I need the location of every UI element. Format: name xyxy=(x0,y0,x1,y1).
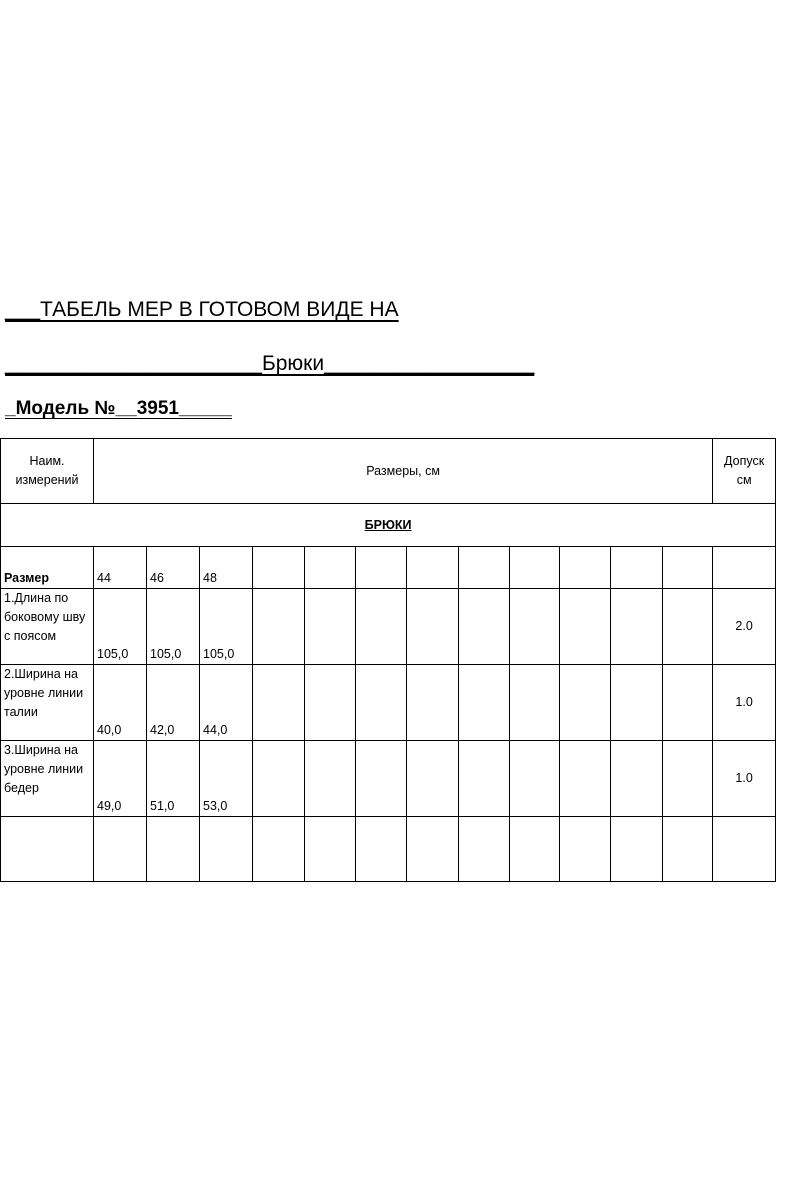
measurement-value xyxy=(459,589,510,665)
measurement-value xyxy=(356,589,407,665)
measurement-value xyxy=(253,741,305,817)
section-title: БРЮКИ xyxy=(1,504,776,547)
tolerance-value: 1.0 xyxy=(713,741,776,817)
empty-cell xyxy=(200,817,253,882)
measurement-value: 44,0 xyxy=(200,665,253,741)
garment-line: ______________________Брюки__________________ xyxy=(5,352,535,375)
measurement-value xyxy=(611,741,663,817)
size-cell xyxy=(253,547,305,589)
empty-row xyxy=(1,817,776,882)
measurement-value xyxy=(611,589,663,665)
measurement-value: 53,0 xyxy=(200,741,253,817)
size-cell xyxy=(305,547,356,589)
measurement-label: 3.Ширина на уровне линии бедер xyxy=(1,741,94,817)
measurement-row xyxy=(1,589,776,665)
size-cell xyxy=(510,547,560,589)
measurement-value xyxy=(305,665,356,741)
size-cell: 48 xyxy=(200,547,253,589)
measurement-value xyxy=(356,741,407,817)
measurement-value: 105,0 xyxy=(147,589,200,665)
size-cell xyxy=(611,547,663,589)
empty-cell xyxy=(356,817,407,882)
measurement-value: 105,0 xyxy=(200,589,253,665)
empty-cell xyxy=(407,817,459,882)
header-tolerance-cell: Допуск см xyxy=(713,439,776,504)
measurement-value xyxy=(510,589,560,665)
measurement-row xyxy=(1,741,776,817)
size-row xyxy=(1,547,776,589)
measurement-value: 105,0 xyxy=(94,589,147,665)
empty-cell xyxy=(94,817,147,882)
measurement-value xyxy=(611,665,663,741)
measurement-value xyxy=(663,665,713,741)
header-name-cell: Наим. измерений xyxy=(1,439,94,504)
measurement-value xyxy=(407,589,459,665)
measurement-value xyxy=(560,589,611,665)
size-cell: 46 xyxy=(147,547,200,589)
measurement-value xyxy=(510,665,560,741)
size-row-tolerance-cell xyxy=(713,547,776,589)
measurement-value xyxy=(407,741,459,817)
empty-cell xyxy=(663,817,713,882)
header-row xyxy=(1,439,776,504)
size-cell xyxy=(356,547,407,589)
measurement-label: 2.Ширина на уровне линии талии xyxy=(1,665,94,741)
measurement-value xyxy=(663,589,713,665)
measurement-value xyxy=(305,589,356,665)
empty-cell xyxy=(713,817,776,882)
size-cell xyxy=(407,547,459,589)
measurement-value: 40,0 xyxy=(94,665,147,741)
empty-cell xyxy=(1,817,94,882)
model-number: _Модель №__3951_____ xyxy=(5,398,232,419)
empty-cell xyxy=(611,817,663,882)
tolerance-value: 2.0 xyxy=(713,589,776,665)
size-row-label: Размер xyxy=(1,547,94,589)
measurement-row xyxy=(1,665,776,741)
measurement-value: 51,0 xyxy=(147,741,200,817)
size-cell: 44 xyxy=(94,547,147,589)
empty-cell xyxy=(510,817,560,882)
measurement-table xyxy=(0,438,776,882)
measurement-value xyxy=(253,665,305,741)
size-cell xyxy=(663,547,713,589)
measurement-value xyxy=(356,665,407,741)
measurement-value: 42,0 xyxy=(147,665,200,741)
section-row xyxy=(1,504,776,547)
empty-cell xyxy=(147,817,200,882)
empty-cell xyxy=(305,817,356,882)
document-title: ___ТАБЕЛЬ МЕР В ГОТОВОМ ВИДЕ НА xyxy=(5,298,399,321)
tolerance-value: 1.0 xyxy=(713,665,776,741)
header-sizes-cell: Размеры, см xyxy=(94,439,713,504)
measurement-value xyxy=(510,741,560,817)
empty-cell xyxy=(560,817,611,882)
measurement-value xyxy=(459,741,510,817)
measurement-value xyxy=(459,665,510,741)
measurement-value xyxy=(560,741,611,817)
empty-cell xyxy=(253,817,305,882)
measurement-label: 1.Длина по боковому шву с поясом xyxy=(1,589,94,665)
size-cell xyxy=(560,547,611,589)
measurement-value: 49,0 xyxy=(94,741,147,817)
size-cell xyxy=(459,547,510,589)
measurement-value xyxy=(305,741,356,817)
measurement-value xyxy=(560,665,611,741)
measurement-value xyxy=(253,589,305,665)
measurement-value xyxy=(407,665,459,741)
measurement-value xyxy=(663,741,713,817)
empty-cell xyxy=(459,817,510,882)
